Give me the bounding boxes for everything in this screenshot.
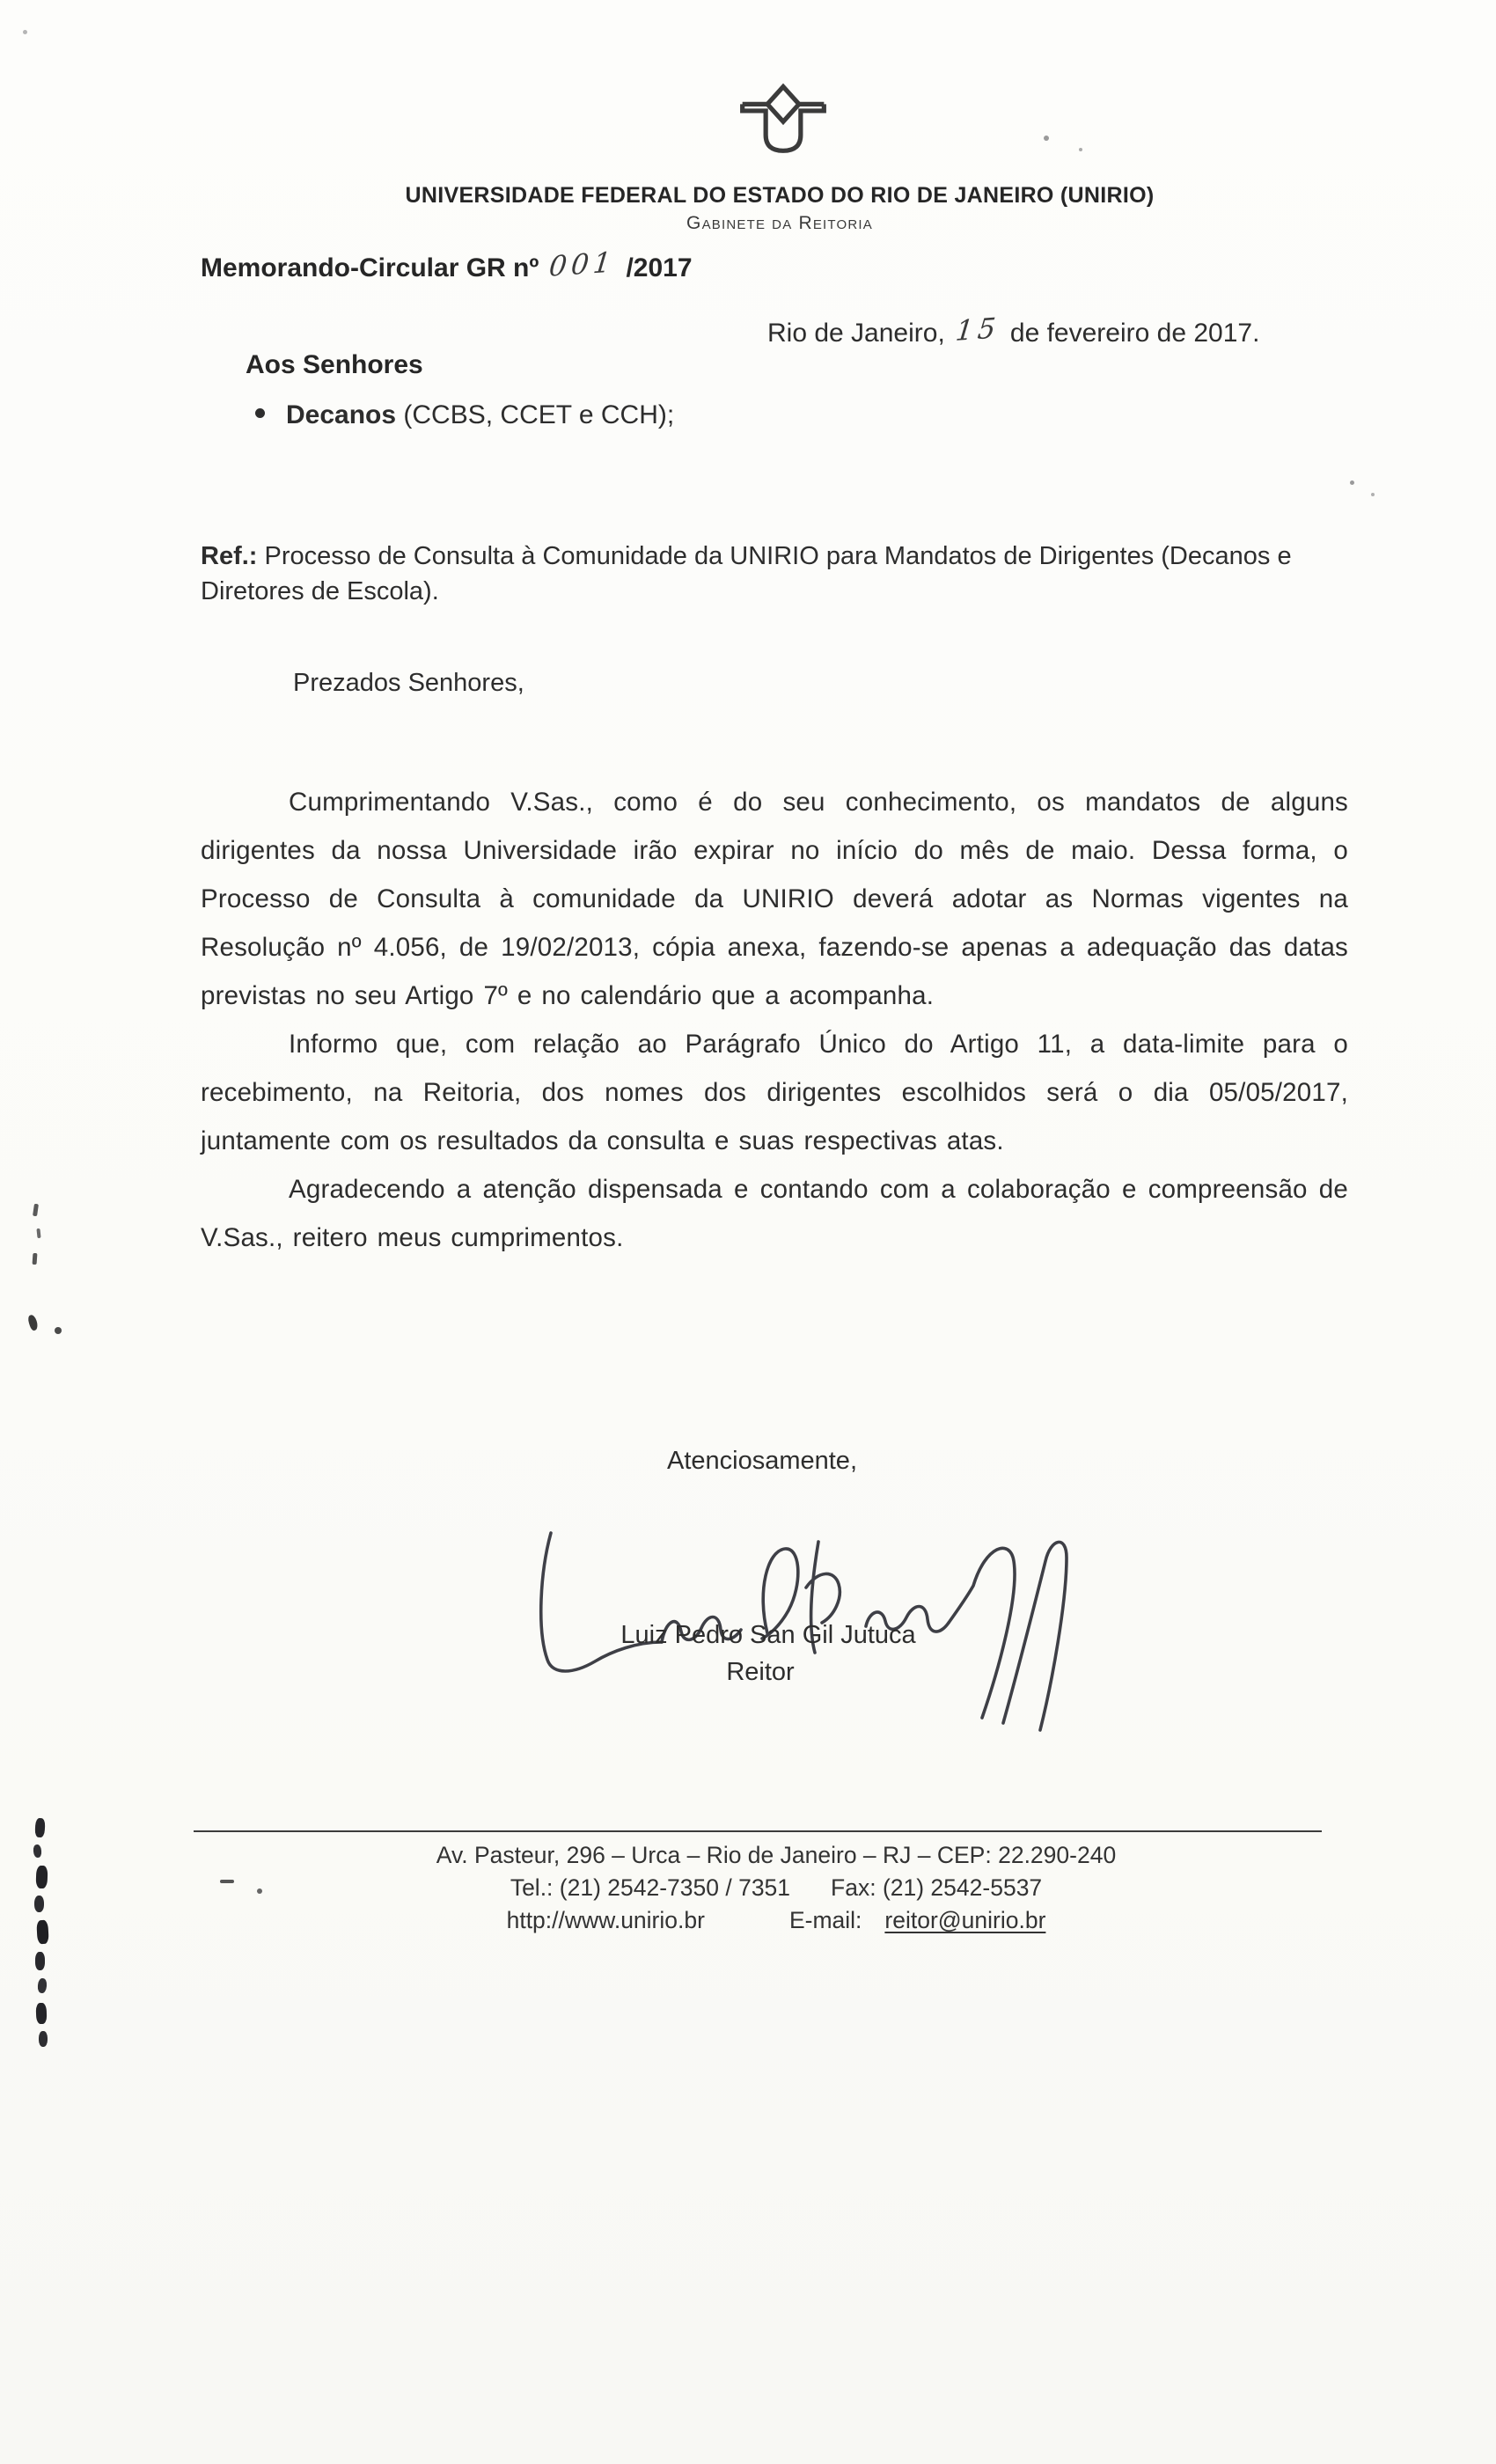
dateline-city: Rio de Janeiro, [767,319,945,348]
body-paragraph-2: Informo que, com relação ao Parágrafo Único do Artigo 11, a data-limite para o recebimento, na Reitoria, dos nomes dos dirigentes escolhidos será o dia 05/05/2017, juntamente com os resultados da consulta e suas respectivas atas. [201,1030,1348,1155]
bullet-icon [255,408,265,418]
recipient-name: Decanos [286,400,397,429]
reference-label: Ref.: [201,542,258,570]
scan-artifact [37,1978,47,1994]
signer-title: Reitor [726,1658,795,1686]
footer-phone-line [248,1872,1304,1904]
scan-artifact [36,1920,48,1945]
scan-artifact [34,1896,44,1912]
dateline-rest: de fevereiro de 2017. [1009,319,1260,348]
recipients-salutation: Aos Senhores [246,350,423,379]
closing-salutation: Atenciosamente, [666,1447,857,1475]
footer-fax: Fax: (21) 2542-5537 [831,1874,1043,1901]
scan-artifact [33,1204,39,1217]
reference-block [201,539,1362,609]
memo-number-handwritten: 001 [547,246,618,283]
signature-scrawl-icon [528,1501,1082,1739]
reference-text: Processo de Consulta à Comunidade da UNIRIO para Mandatos de Dirigentes (Decanos e Diretores de Escola). [201,542,1292,605]
memo-number-line [201,246,693,283]
memo-suffix: /2017 [626,253,693,282]
body-paragraph-1: Cumprimentando V.Sas., como é do seu conhecimento, os mandatos de alguns dirigentes da nossa Universidade irão expirar no início do mês de maio. Dessa forma, o Processo de Consulta à comunidade da UNIRIO deverá adotar as Normas vigentes na Resolução nº 4.056, de 19/02/2013, cópia anexa, fazendo-se apenas a adequação das datas previstas no seu Artigo 7º e no calendário que a acompanha. [201,788,1348,1010]
office-name: Gabinete da Reitoria [686,213,873,233]
scan-artifact [33,1253,38,1265]
scan-artifact [1350,480,1354,485]
scan-artifact [36,2003,48,2024]
scan-artifact [36,1866,48,1888]
scan-artifact [35,1952,45,1970]
footer-web-line [248,1904,1304,1937]
scan-artifact [34,1818,45,1838]
scan-artifact [1371,493,1375,496]
body-paragraph-3: Agradecendo a atenção dispensada e contando com a colaboração e compreensão de V.Sas., reitero meus cumprimentos. [201,1175,1348,1252]
dateline-day-handwritten: 15 [953,312,1001,348]
footer-divider [194,1830,1322,1832]
scan-artifact [1079,148,1082,151]
greeting: Prezados Senhores, [293,669,524,697]
university-name: UNIVERSIDADE FEDERAL DO ESTADO DO RIO DE JANEIRO (UNIRIO) [405,183,1155,208]
letter-body [201,778,1348,1262]
scan-artifact [23,30,27,34]
scan-artifact [33,1844,41,1859]
memo-prefix: Memorando-Circular GR nº [201,253,539,282]
footer-website: http://www.unirio.br [506,1907,705,1933]
scan-artifact [39,2031,48,2047]
signer-name: Luiz Pedro San Gil Jutuca [620,1621,916,1649]
dateline [767,312,1260,348]
scan-artifact [220,1880,234,1883]
recipient-list-item [255,400,674,430]
footer-email-label: E-mail: [788,1907,862,1933]
scan-artifact [1044,136,1049,141]
footer-address: Av. Pasteur, 296 – Urca – Rio de Janeiro – RJ – CEP: 22.290-240 [436,1842,1117,1868]
footer-phone: Tel.: (21) 2542-7350 / 7351 [510,1874,791,1901]
footer-email: reitor@unirio.br [884,1907,1046,1933]
recipient-detail: (CCBS, CCET e CCH); [396,400,675,429]
footer [248,1839,1304,1937]
scan-artifact [36,1228,40,1238]
scan-artifact [55,1327,62,1334]
unirio-logo-icon [737,81,829,169]
scan-artifact [257,1888,262,1894]
scan-artifact [26,1314,39,1331]
